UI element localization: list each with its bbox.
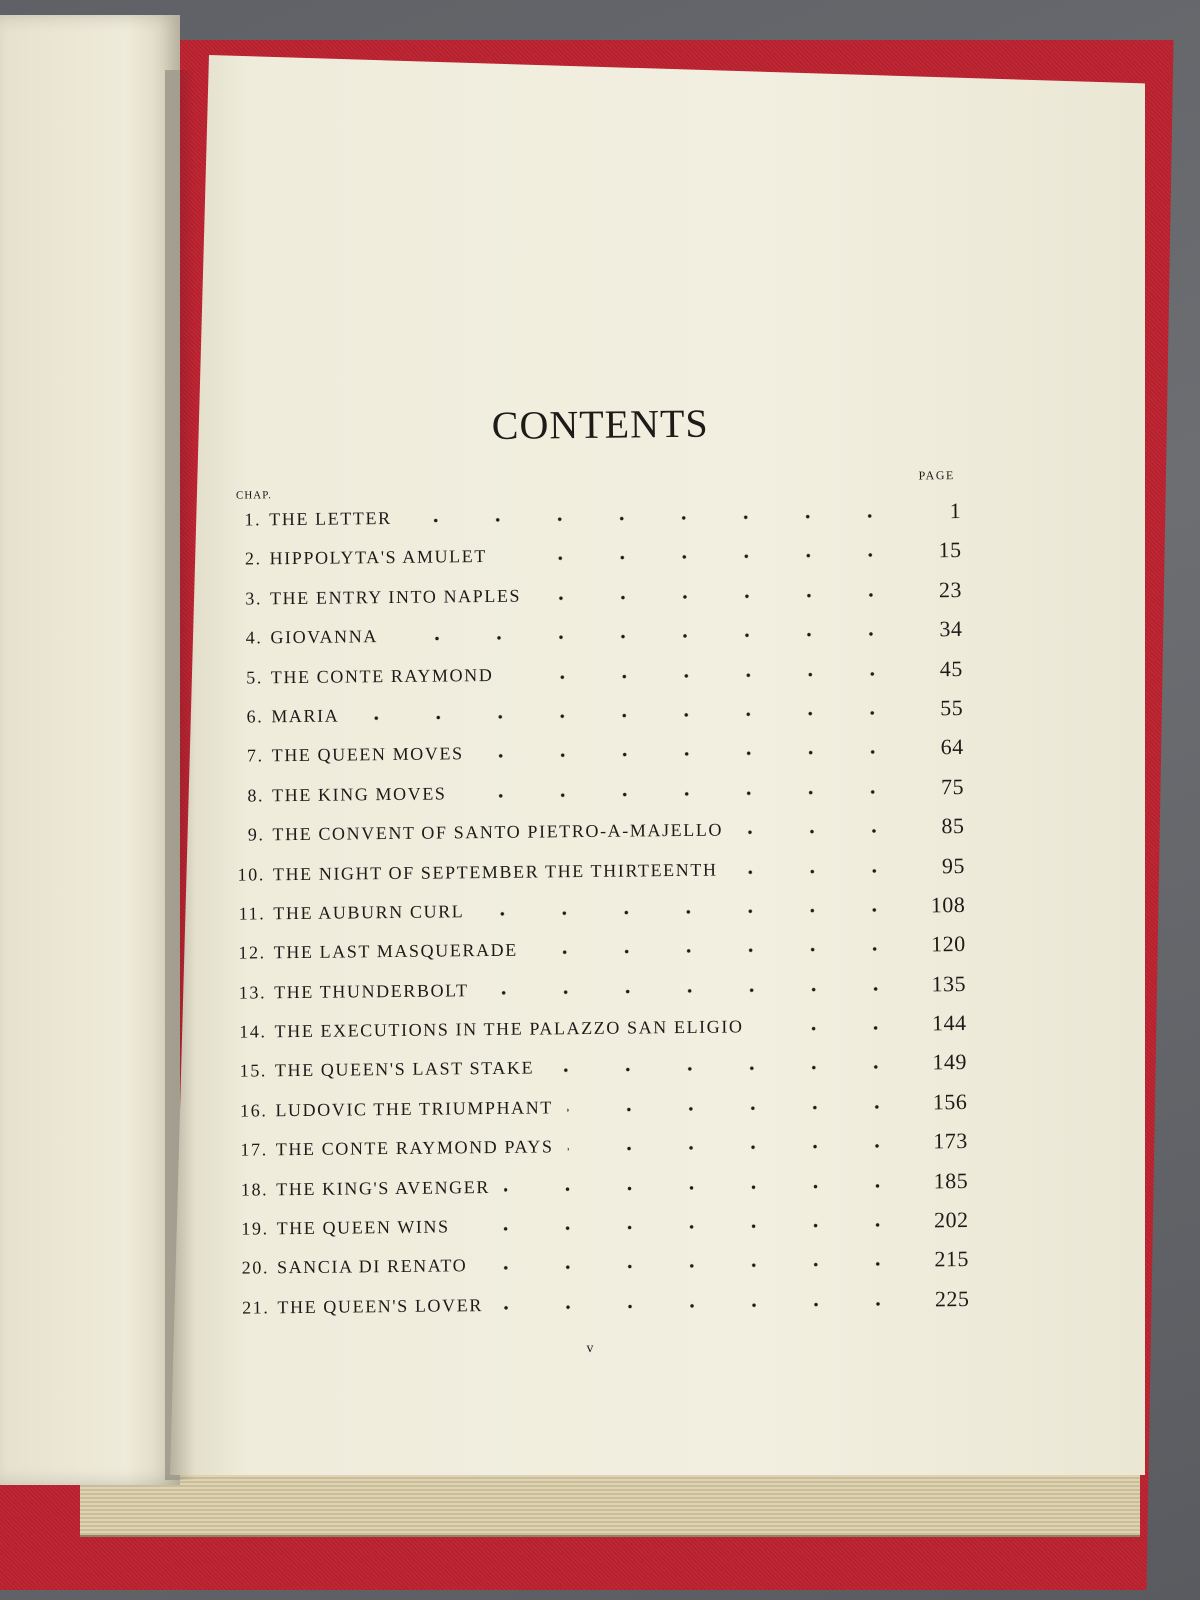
chapter-title: HIPPOLYTA'S AMULET: [269, 546, 488, 569]
chapter-title: THE QUEEN'S LAST STAKE: [274, 1058, 535, 1081]
chapter-title: THE LETTER: [269, 507, 392, 530]
chapter-number: 16.: [239, 1100, 268, 1121]
chapter-title: THE CONTE RAYMOND PAYS: [275, 1136, 554, 1160]
gutter-shadow: [165, 70, 195, 1480]
page-column-label: PAGE: [918, 468, 955, 483]
chapter-page: 45: [939, 655, 963, 681]
chapter-page: 225: [934, 1285, 970, 1312]
dot-leader: [497, 1300, 910, 1310]
chapter-number: 19.: [241, 1218, 269, 1239]
chapter-number: 2.: [244, 548, 262, 569]
chap-column-label: CHAP.: [235, 489, 272, 502]
dot-leader: [568, 1143, 908, 1153]
dot-leader: [353, 710, 903, 722]
dot-leader: [483, 985, 907, 995]
chapter-page: 55: [940, 694, 964, 721]
chapter-number: 13.: [238, 982, 267, 1003]
chapter-title: THE ENTRY INTO NAPLES: [269, 585, 522, 609]
chapter-title: THE QUEEN'S LOVER: [277, 1294, 483, 1318]
chapter-page: 215: [934, 1246, 970, 1272]
chapter-number: 9.: [247, 824, 265, 845]
chapter-title: GIOVANNA: [270, 626, 379, 648]
chapter-page: 149: [932, 1049, 968, 1075]
chapter-number: 1.: [244, 509, 262, 530]
dot-leader: [481, 1261, 909, 1271]
chapter-number: 6.: [246, 706, 264, 727]
table-of-contents: [200, 397, 970, 1361]
chapter-title: THE KING'S AVENGER: [276, 1176, 491, 1199]
chapter-number: 11.: [238, 903, 266, 924]
chapter-number: 15.: [239, 1060, 268, 1082]
contents-heading: CONTENTS: [491, 400, 709, 448]
chapter-page: 95: [941, 852, 965, 878]
chapter-page: 202: [933, 1207, 969, 1233]
chapter-page: 108: [930, 891, 966, 918]
toc-entries: [201, 498, 970, 1333]
chapter-number: 18.: [240, 1178, 269, 1200]
chapter-page: 144: [931, 1010, 967, 1036]
page-block-edge: [80, 1470, 1140, 1537]
chapter-title: THE KING MOVES: [271, 783, 447, 806]
chapter-page: 173: [933, 1128, 968, 1154]
chapter-title: THE THUNDERBOLT: [274, 979, 469, 1002]
dot-leader: [501, 552, 902, 562]
dot-leader: [507, 670, 902, 680]
chapter-number: 5.: [246, 666, 263, 688]
chapter-page: 75: [940, 773, 965, 799]
dot-leader: [532, 946, 906, 956]
toc-entry: [209, 1286, 969, 1333]
dot-leader: [392, 631, 903, 642]
dot-leader: [504, 1182, 908, 1192]
chapter-number: 21.: [242, 1297, 270, 1318]
chapter-number: 17.: [240, 1139, 268, 1160]
chapter-number: 12.: [238, 942, 266, 963]
chapter-page: 1: [949, 498, 962, 524]
dot-leader: [548, 1064, 907, 1074]
left-page: [0, 15, 180, 1485]
chapter-title: THE LAST MASQUERADE: [273, 939, 518, 963]
chapter-number: 10.: [237, 863, 266, 885]
chapter-page: 135: [931, 970, 967, 997]
chapter-page: 120: [931, 931, 966, 957]
chapter-title: THE CONTE RAYMOND: [270, 664, 494, 687]
dot-leader: [567, 1103, 907, 1113]
chapter-page: 156: [932, 1088, 968, 1115]
chapter-number: 7.: [246, 745, 264, 766]
dot-leader: [460, 788, 904, 799]
dot-leader: [478, 749, 904, 759]
dot-leader: [406, 513, 902, 524]
chapter-title: LUDOVIC THE TRIUMPHANT: [275, 1097, 554, 1121]
chapter-page: 23: [938, 576, 963, 603]
chapter-number: 20.: [241, 1257, 270, 1279]
dot-leader: [535, 591, 902, 601]
chapter-number: 3.: [245, 588, 263, 609]
page-folio: v: [586, 1341, 594, 1357]
chapter-title: THE NIGHT OF SEPTEMBER THE THIRTEENTH: [272, 859, 718, 884]
chapter-number: 8.: [247, 785, 265, 806]
chapter-page: 64: [940, 734, 964, 760]
chapter-number: 4.: [245, 627, 263, 648]
chapter-title: THE EXECUTIONS IN THE PALAZZO SAN ELIGIO: [274, 1016, 744, 1042]
chapter-number: 14.: [239, 1021, 267, 1042]
chapter-page: 85: [941, 813, 965, 839]
chapter-page: 15: [938, 537, 962, 563]
chapter-title: THE AUBURN CURL: [273, 901, 465, 924]
dot-leader: [737, 828, 905, 836]
dot-leader: [478, 907, 905, 917]
dot-leader: [758, 1025, 907, 1033]
dot-leader: [731, 867, 904, 875]
dot-leader: [464, 1222, 909, 1233]
chapter-title: THE QUEEN WINS: [276, 1216, 450, 1239]
chapter-title: SANCIA DI RENATO: [276, 1255, 468, 1278]
chapter-title: THE QUEEN MOVES: [271, 743, 464, 766]
chapter-page: 34: [939, 616, 963, 642]
chapter-page: 185: [933, 1167, 969, 1193]
chapter-title: MARIA: [271, 705, 340, 727]
chapter-title: THE CONVENT OF SANTO PIETRO-A-MAJELLO: [272, 819, 724, 845]
